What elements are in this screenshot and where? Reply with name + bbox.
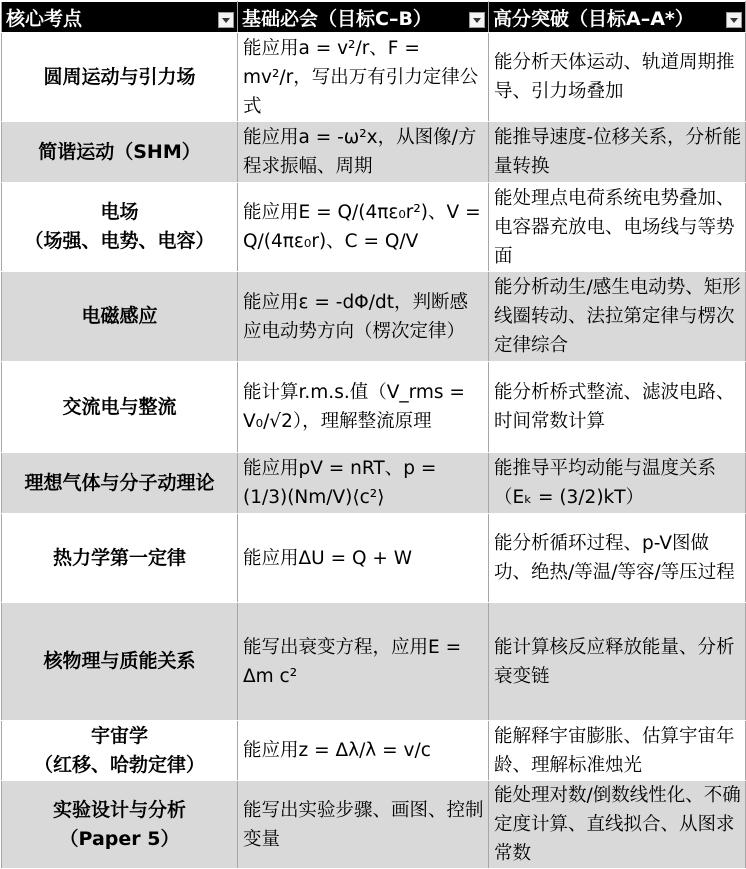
- topic-cell: [2, 721, 238, 781]
- basic-cell: 能应用E = Q/(4πε₀r²)、V = Q/(4πε₀r)、C = Q/V: [238, 183, 489, 272]
- table-row: [2, 183, 746, 272]
- basic-cell: 能应用z = Δλ/λ = v/c: [238, 721, 489, 781]
- topic-label: 简谐运动（SHM）: [38, 140, 201, 163]
- table-row: [2, 362, 746, 453]
- table-row: [2, 33, 746, 122]
- filter-dropdown-icon[interactable]: [726, 12, 742, 28]
- topic-label: 电磁感应: [81, 305, 158, 327]
- header-topic-label: 核心考点: [6, 7, 83, 30]
- topic-sublabel: （Paper 5）: [59, 827, 180, 850]
- advanced-cell: 能计算核反应释放能量、分析衰变链: [489, 603, 746, 721]
- advanced-cell: 能推导速度-位移关系，分析能量转换: [489, 122, 746, 183]
- topic-label: 实验设计与分析: [52, 798, 186, 821]
- basic-cell: 能写出衰变方程，应用E = Δm c²: [238, 603, 489, 721]
- table-row: [2, 122, 746, 183]
- basic-cell: 能应用ε = -dΦ/dt，判断感应电动势方向（楞次定律）: [238, 272, 489, 362]
- topic-cell: [2, 272, 238, 362]
- topic-cell: [2, 781, 238, 869]
- table-row: [2, 603, 746, 721]
- topic-label: 理想气体与分子动理论: [24, 471, 215, 494]
- table-row: [2, 453, 746, 514]
- advanced-cell: 能推导平均动能与温度关系（Eₖ = (3/2)kT）: [489, 453, 746, 514]
- advanced-cell: 能分析桥式整流、滤波电路、时间常数计算: [489, 362, 746, 453]
- basic-cell: 能应用a = v²/r、F = mv²/r，写出万有引力定律公式: [238, 33, 489, 122]
- header-topic: [2, 2, 238, 33]
- topic-label: 宇宙学: [90, 724, 148, 747]
- basic-cell: 能写出实验步骤、画图、控制变量: [238, 781, 489, 869]
- header-advanced: [489, 2, 746, 33]
- header-advanced-label: 高分突破（目标A–A*）: [493, 7, 694, 30]
- advanced-cell: 能解释宇宙膨胀、估算宇宙年龄、理解标准烛光: [489, 721, 746, 781]
- advanced-cell: 能分析天体运动、轨道周期推导、引力场叠加: [489, 33, 746, 122]
- topic-label: 电场: [100, 201, 139, 223]
- topic-cell: [2, 453, 238, 514]
- topic-label: 核物理与质能关系: [43, 650, 196, 672]
- advanced-cell: 能分析循环过程、p-V图做功、绝热/等温/等容/等压过程: [489, 514, 746, 603]
- topic-label: 圆周运动与引力场: [43, 65, 196, 88]
- topic-cell: [2, 362, 238, 453]
- basic-cell: 能应用a = -ω²x，从图像/方程求振幅、周期: [238, 122, 489, 183]
- basic-cell: 能计算r.m.s.值（V_rms = V₀/√2），理解整流原理: [238, 362, 489, 453]
- topic-cell: [2, 122, 238, 183]
- advanced-cell: 能处理对数/倒数线性化、不确定度计算、直线拟合、从图求常数: [489, 781, 746, 869]
- advanced-cell: 能分析动生/感生电动势、矩形线圈转动、法拉第定律与楞次定律综合: [489, 272, 746, 362]
- header-basic: [238, 2, 489, 33]
- topic-label: 交流电与整流: [62, 395, 177, 418]
- topic-cell: [2, 183, 238, 272]
- topic-cell: [2, 514, 238, 603]
- table-row: [2, 272, 746, 362]
- topic-sublabel: （场强、电势、电容）: [24, 230, 215, 252]
- topic-sublabel: （红移、哈勃定律）: [33, 753, 205, 776]
- topic-cell: [2, 33, 238, 122]
- table-row: [2, 514, 746, 603]
- header-basic-label: 基础必会（目标C–B）: [242, 7, 432, 30]
- syllabus-table: [1, 1, 746, 869]
- table-row: [2, 781, 746, 869]
- table-row: [2, 721, 746, 781]
- basic-cell: 能应用pV = nRT、p = (1/3)(Nm/V)⟨c²⟩: [238, 453, 489, 514]
- advanced-cell: 能处理点电荷系统电势叠加、电容器充放电、电场线与等势面: [489, 183, 746, 272]
- filter-dropdown-icon[interactable]: [469, 12, 485, 28]
- topic-cell: [2, 603, 238, 721]
- basic-cell: 能应用ΔU = Q + W: [238, 514, 489, 603]
- topic-label: 热力学第一定律: [52, 546, 186, 569]
- filter-dropdown-icon[interactable]: [218, 12, 234, 28]
- header-row: [2, 2, 746, 33]
